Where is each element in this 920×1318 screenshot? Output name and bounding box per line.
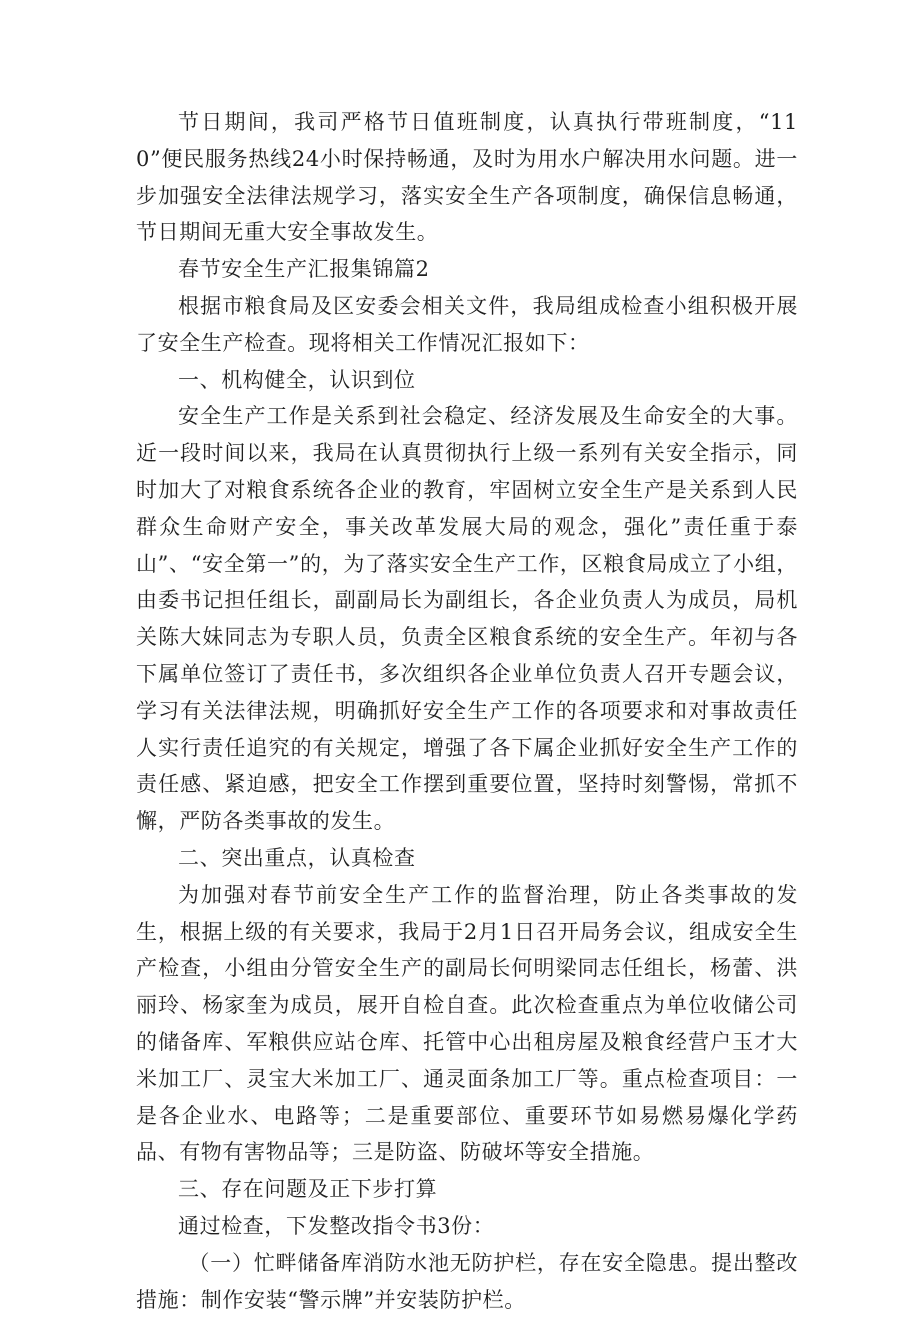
paragraph-item-1: （一）忙畔储备库消防水池无防护栏，存在安全隐患。提出整改措施：制作安装“警示牌”并安装防护栏。 bbox=[136, 1250, 798, 1312]
section-title-report-2: 春节安全生产汇报集锦篇2 bbox=[178, 257, 430, 282]
document-body bbox=[136, 104, 798, 1318]
heading-section-1: 一、机构健全，认识到位 bbox=[178, 367, 416, 392]
heading-section-2: 二、突出重点，认真检查 bbox=[178, 845, 416, 870]
paragraph-section-3-intro: 通过检查，下发整改指令书3份： bbox=[178, 1213, 495, 1238]
paragraph-section-2-body: 为加强对春节前安全生产工作的监督治理，防止各类事故的发生，根据上级的有关要求，我局于2月1日召开局务会议，组成安全生产检查，小组由分管安全生产的副局长何明梁同志任组长，杨蕾、洪丽玲、杨家奎为成员，展开自检自查。此次检查重点为单位收储公司的储备库、军粮供应站仓库、托管中心出租房屋及粮食经营户玉才大米加工厂、灵宝大米加工厂、通灵面条加工厂等。重点检查项目：一是各企业水、电路等；二是重要部位、重要环节如易燃易爆化学药品、有物有害物品等；三是防盗、防破坏等安全措施。 bbox=[136, 882, 798, 1165]
paragraph-section-1-body: 安全生产工作是关系到社会稳定、经济发展及生命安全的大事。近一段时间以来，我局在认真贯彻执行上级一系列有关安全指示，同时加大了对粮食系统各企业的教育，牢固树立安全生产是关系到人民群众生命财产安全，事关改革发展大局的观念，强化”责任重于泰山”、“安全第一”的，为了落实安全生产工作，区粮食局成立了小组，由委书记担任组长，副副局长为副组长，各企业负责人为成员，局机关陈大妹同志为专职人员，负责全区粮食系统的安全生产。年初与各下属单位签订了责任书，多次组织各企业单位负责人召开专题会议，学习有关法律法规，明确抓好安全生产工作的各项要求和对事故责任人实行责任追究的有关规定，增强了各下属企业抓好安全生产工作的责任感、紧迫感，把安全工作摆到重要位置，坚持时刻警惕，常抓不懈，严防各类事故的发生。 bbox=[136, 404, 798, 834]
paragraph-intro: 根据市粮食局及区安委会相关文件，我局组成检查小组积极开展了安全生产检查。现将相关工作情况汇报如下： bbox=[136, 293, 798, 355]
paragraph-holiday-duty: 节日期间，我司严格节日值班制度，认真执行带班制度，“110”便民服务热线24小时保持畅通，及时为用水户解决用水问题。进一步加强安全法律法规学习，落实安全生产各项制度，确保信息畅通，节日期间无重大安全事故发生。 bbox=[136, 110, 798, 245]
heading-section-3: 三、存在问题及正下步打算 bbox=[178, 1177, 438, 1202]
